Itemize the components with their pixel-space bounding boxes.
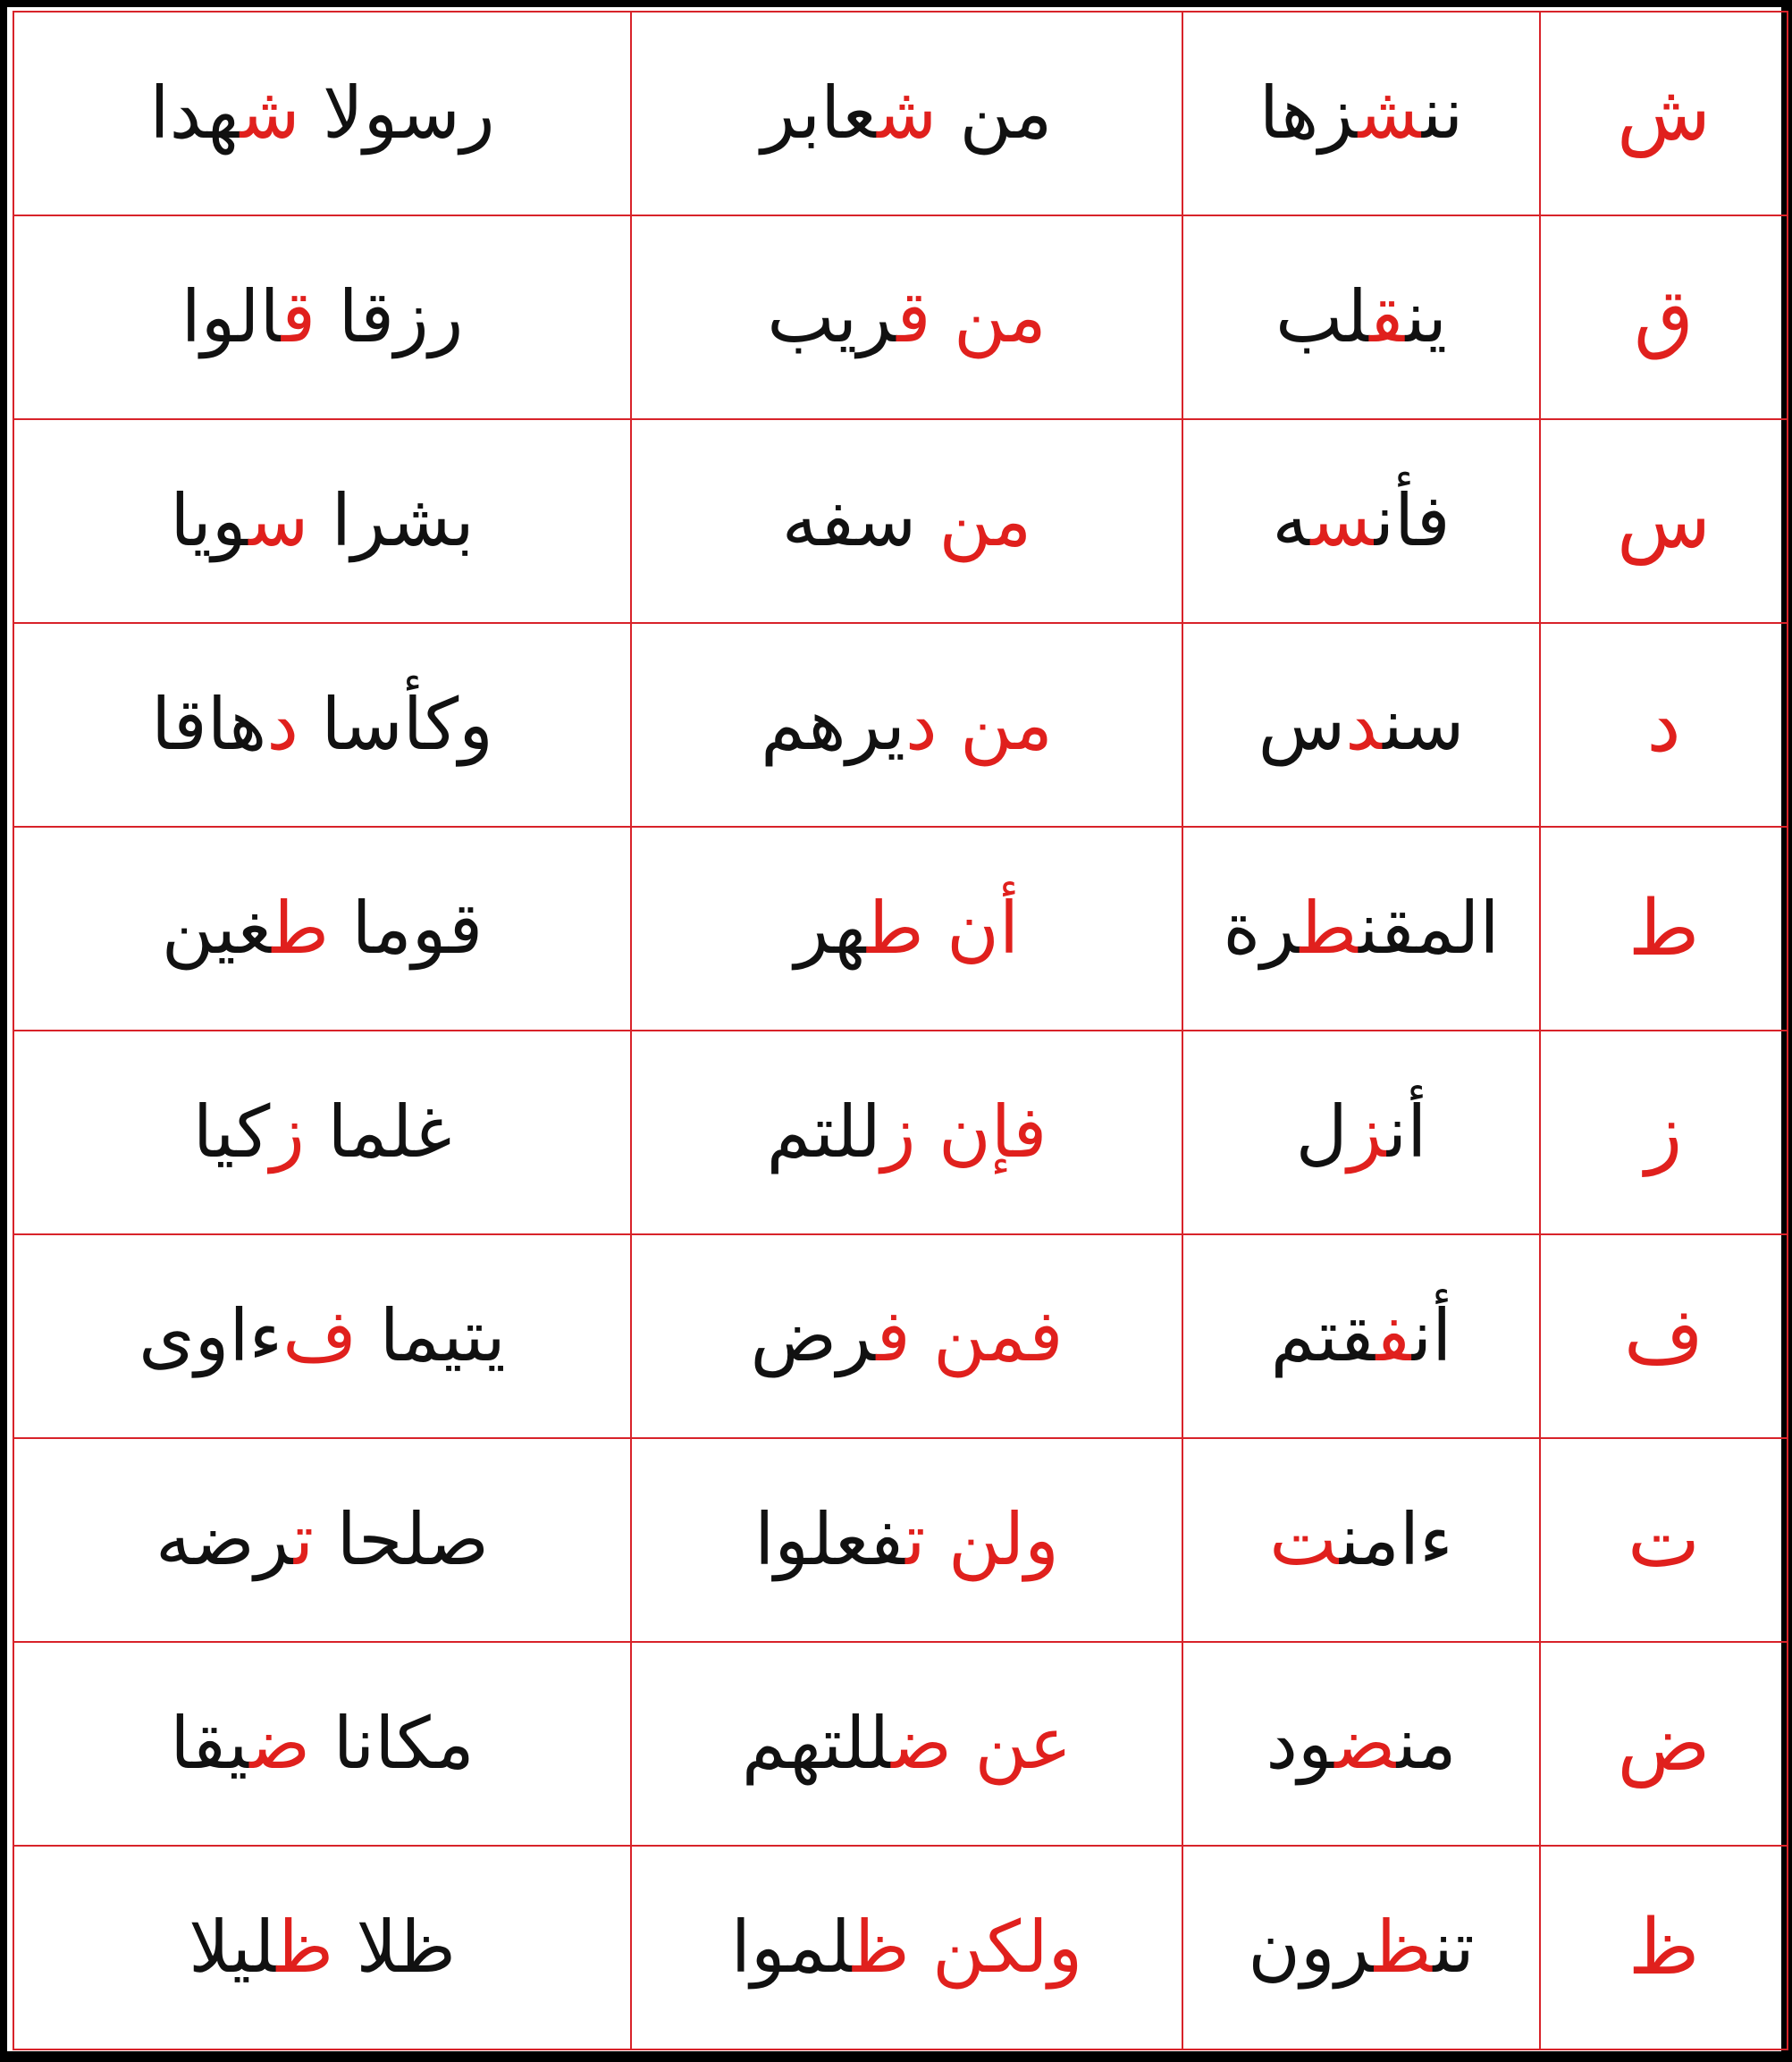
- phrase-example: [156, 1494, 489, 1586]
- word-part: نن: [1421, 72, 1464, 155]
- word-part: هدا: [149, 72, 240, 155]
- word-cell: [1182, 419, 1540, 623]
- word-example: [1272, 475, 1450, 568]
- word-part: د: [905, 683, 938, 766]
- word-part: من: [930, 275, 1047, 358]
- word-part: ءامن: [1339, 1498, 1453, 1581]
- phrase-cell: [13, 1438, 631, 1642]
- word-example: [1271, 1290, 1452, 1383]
- word-part: ت: [1269, 1498, 1340, 1581]
- phrase-cell: [13, 1846, 631, 2049]
- phrase-cell: [13, 419, 631, 623]
- letters-table: [13, 11, 1788, 2050]
- phrase-cell: [631, 215, 1182, 419]
- table-row: [13, 623, 1788, 827]
- word-part: ف: [1376, 1294, 1412, 1377]
- letter-label: ض: [1617, 1699, 1711, 1788]
- word-part: رسولا: [299, 72, 495, 155]
- word-part: ش: [1358, 72, 1422, 155]
- phrase-example: [193, 1086, 452, 1179]
- word-part: ظ: [853, 1906, 910, 1989]
- word-part: كيا: [192, 1090, 271, 1174]
- table-row: [13, 12, 1788, 215]
- phrase-example: [782, 475, 1032, 568]
- word-part: ريب: [767, 275, 897, 358]
- word-part: أن: [1411, 1294, 1452, 1377]
- phrase-cell: [631, 12, 1182, 215]
- word-cell: [1182, 827, 1540, 1031]
- word-part: أن: [1386, 1090, 1427, 1174]
- word-example: [1223, 882, 1499, 975]
- phrase-example: [181, 271, 464, 364]
- word-part: ظ: [276, 1906, 334, 1989]
- word-part: ض: [891, 1702, 953, 1785]
- word-part: فإن: [915, 1090, 1047, 1174]
- word-part: صلحا: [314, 1498, 490, 1581]
- word-example: [1266, 1697, 1456, 1790]
- letter-label: ز: [1645, 1088, 1683, 1177]
- word-part: من: [937, 72, 1053, 155]
- word-cell: [1182, 1031, 1540, 1234]
- word-part: عن: [952, 1702, 1073, 1785]
- letter-cell: [1540, 623, 1788, 827]
- word-part: ت: [905, 1498, 926, 1581]
- table-body: [13, 12, 1788, 2049]
- phrase-example: [767, 271, 1046, 364]
- word-part: رون: [1248, 1906, 1375, 1989]
- phrase-example: [139, 1290, 506, 1383]
- letter-label: ف: [1623, 1292, 1704, 1381]
- phrase-cell: [631, 1031, 1182, 1234]
- word-part: رض: [750, 1294, 877, 1377]
- word-part: ز: [1347, 1090, 1387, 1174]
- word-part: فعلوا: [754, 1498, 906, 1581]
- word-part: رضه: [155, 1498, 294, 1581]
- word-part: ل: [1295, 1090, 1348, 1174]
- word-part: عابر: [761, 72, 878, 155]
- phrase-example: [162, 882, 484, 975]
- phrase-cell: [631, 1846, 1182, 2049]
- letter-cell: [1540, 419, 1788, 623]
- phrase-example: [742, 1697, 1072, 1790]
- word-example: [1259, 67, 1463, 160]
- word-part: ض: [249, 1702, 311, 1785]
- word-part: ط: [1300, 887, 1359, 970]
- letter-label: د: [1646, 680, 1681, 770]
- word-part: س: [1258, 683, 1346, 766]
- word-cell: [1182, 1642, 1540, 1846]
- word-part: يرهم: [761, 683, 906, 766]
- word-cell: [1182, 623, 1540, 827]
- word-part: ود: [1266, 1702, 1335, 1785]
- table-row: [13, 827, 1788, 1031]
- word-part: رزقا: [315, 275, 464, 358]
- word-part: قتم: [1270, 1294, 1376, 1377]
- phrase-cell: [631, 623, 1182, 827]
- word-part: س: [1310, 479, 1375, 562]
- word-example: [1248, 1901, 1475, 1994]
- letter-label: ق: [1634, 273, 1694, 362]
- word-part: ءاوى: [139, 1294, 283, 1377]
- word-part: رة: [1223, 887, 1300, 970]
- letter-label: ش: [1617, 69, 1711, 158]
- phrase-cell: [13, 1031, 631, 1234]
- letter-label: س: [1617, 476, 1711, 566]
- phrase-cell: [631, 1438, 1182, 1642]
- word-part: غين: [161, 887, 273, 970]
- word-part: ط: [272, 887, 330, 970]
- word-part: ه: [1272, 479, 1311, 562]
- letter-cell: [1540, 827, 1788, 1031]
- word-part: المقن: [1359, 887, 1500, 970]
- word-part: د: [266, 683, 299, 766]
- phrase-example: [149, 67, 494, 160]
- word-cell: [1182, 12, 1540, 215]
- phrase-cell: [13, 1234, 631, 1438]
- word-part: ولكن: [909, 1906, 1083, 1989]
- word-part: يقا: [170, 1702, 250, 1785]
- phrase-cell: [13, 12, 631, 215]
- word-cell: [1182, 1846, 1540, 2049]
- word-part: وكأسا: [298, 683, 493, 766]
- letter-label: ط: [1628, 884, 1700, 973]
- word-part: ويا: [170, 479, 249, 562]
- phrase-cell: [13, 827, 631, 1031]
- word-part: من: [937, 683, 1053, 766]
- letter-label: ت: [1628, 1495, 1700, 1585]
- word-part: ق: [1369, 275, 1406, 358]
- phrase-cell: [13, 215, 631, 419]
- table-row: [13, 1031, 1788, 1234]
- word-cell: [1182, 215, 1540, 419]
- letter-cell: [1540, 215, 1788, 419]
- word-part: قوما: [329, 887, 484, 970]
- phrase-cell: [631, 827, 1182, 1031]
- word-part: لموا: [730, 1906, 854, 1989]
- word-part: ق: [281, 275, 316, 358]
- word-part: غلما: [304, 1090, 452, 1174]
- word-part: ت: [293, 1498, 315, 1581]
- word-part: ز: [880, 1090, 916, 1174]
- word-part: فمن: [910, 1294, 1064, 1377]
- table-row: [13, 215, 1788, 419]
- phrase-example: [189, 1901, 456, 1994]
- phrase-example: [751, 1290, 1064, 1383]
- word-part: فه: [781, 479, 857, 562]
- word-part: ق: [896, 275, 931, 358]
- word-part: تن: [1433, 1906, 1475, 1989]
- word-example: [1258, 678, 1465, 771]
- word-part: من: [1396, 1702, 1457, 1785]
- letter-cell: [1540, 1846, 1788, 2049]
- phrase-example: [767, 1086, 1047, 1179]
- letter-cell: [1540, 1642, 1788, 1846]
- word-part: ولن: [925, 1498, 1059, 1581]
- word-part: ف: [876, 1294, 911, 1377]
- word-part: ض: [1334, 1702, 1397, 1785]
- word-part: ليلا: [189, 1906, 277, 1989]
- word-part: ظلا: [333, 1906, 456, 1989]
- word-part: ز: [270, 1090, 305, 1174]
- word-part: الوا: [181, 275, 282, 358]
- word-part: مكانا: [310, 1702, 475, 1785]
- phrase-cell: [631, 1234, 1182, 1438]
- word-part: يتيما: [357, 1294, 506, 1377]
- word-part: سن: [1383, 683, 1465, 766]
- word-example: [1275, 271, 1447, 364]
- word-part: س: [856, 479, 917, 562]
- letter-cell: [1540, 1234, 1788, 1438]
- word-part: للتم: [766, 1090, 881, 1174]
- phrase-example: [170, 475, 474, 568]
- table-row: [13, 1234, 1788, 1438]
- word-part: أن: [923, 887, 1020, 970]
- word-part: ظ: [1374, 1906, 1434, 1989]
- word-part: زها: [1258, 72, 1359, 155]
- word-part: هر: [794, 887, 867, 970]
- word-part: للتهم: [741, 1702, 892, 1785]
- word-cell: [1182, 1438, 1540, 1642]
- phrase-example: [761, 678, 1053, 771]
- phrase-cell: [13, 623, 631, 827]
- phrase-cell: [631, 419, 1182, 623]
- phrase-example: [731, 1901, 1082, 1994]
- word-part: بشرا: [308, 479, 475, 562]
- word-example: [1269, 1494, 1452, 1586]
- word-part: ش: [877, 72, 938, 155]
- phrase-example: [151, 678, 493, 771]
- letter-cell: [1540, 1438, 1788, 1642]
- word-part: هاقا: [151, 683, 267, 766]
- word-part: لب: [1275, 275, 1370, 358]
- phrase-example: [795, 882, 1019, 975]
- word-part: فأن: [1374, 479, 1451, 562]
- table-row: [13, 1438, 1788, 1642]
- page: [7, 7, 1781, 2051]
- word-part: د: [1345, 683, 1384, 766]
- phrase-cell: [13, 1642, 631, 1846]
- word-part: ش: [240, 72, 300, 155]
- word-part: ف: [282, 1294, 358, 1377]
- phrase-example: [761, 67, 1053, 160]
- letter-cell: [1540, 12, 1788, 215]
- phrase-example: [170, 1697, 474, 1790]
- table-row: [13, 1846, 1788, 2049]
- word-example: [1296, 1086, 1427, 1179]
- letter-cell: [1540, 1031, 1788, 1234]
- word-part: س: [248, 479, 309, 562]
- phrase-example: [754, 1494, 1059, 1586]
- table-row: [13, 1642, 1788, 1846]
- table-row: [13, 419, 1788, 623]
- word-part: ط: [866, 887, 924, 970]
- phrase-cell: [631, 1642, 1182, 1846]
- word-cell: [1182, 1234, 1540, 1438]
- word-part: ين: [1405, 275, 1447, 358]
- letter-label: ظ: [1628, 1903, 1700, 1992]
- word-part: من: [916, 479, 1032, 562]
